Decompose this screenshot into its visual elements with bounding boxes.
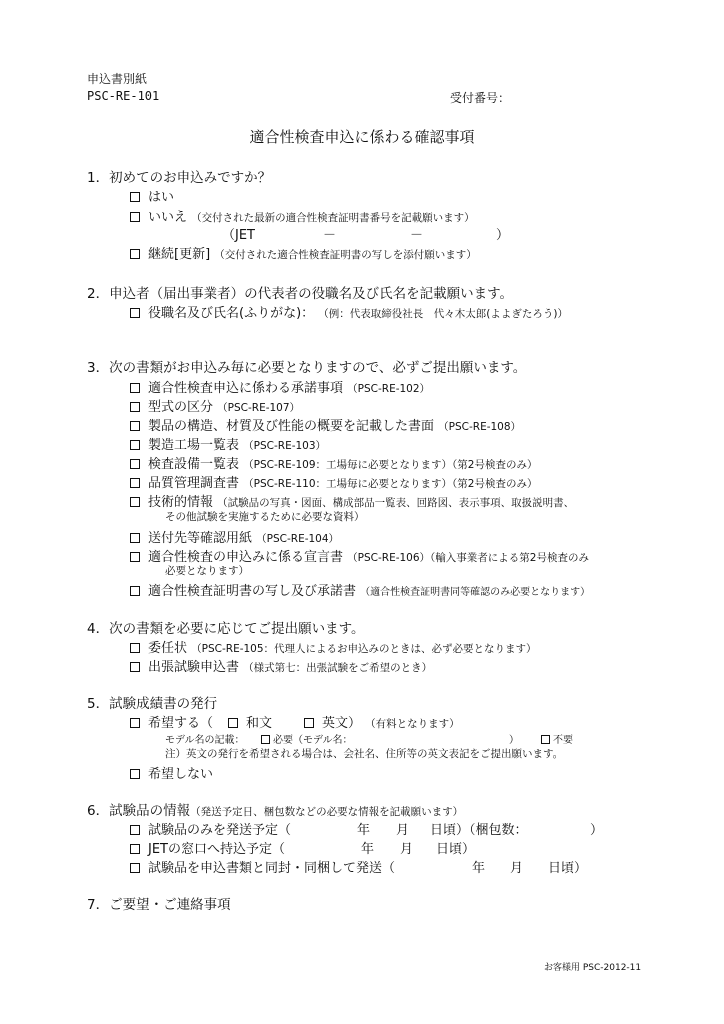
checkbox-icon[interactable]	[130, 533, 140, 543]
doc-item[interactable]: 送付先等確認用紙 （PSC-RE-104）	[130, 527, 339, 546]
section-3-heading: 3．次の書類がお申込み毎に必要となりますので、必ずご提出願います。	[87, 360, 527, 376]
model-close: ）	[509, 735, 519, 746]
checkbox-icon[interactable]	[130, 212, 140, 222]
section-4-heading: 4．次の書類を必要に応じてご提出願います。	[87, 621, 365, 637]
ship-month: 月	[396, 823, 410, 838]
option-renew[interactable]: 継続[更新] （交付された適合性検査証明書の写しを添付願います）	[130, 243, 477, 262]
jet-number-open: （JET	[222, 228, 255, 243]
checkbox-icon[interactable]	[130, 249, 140, 259]
receipt-number-label: 受付番号：	[450, 91, 511, 105]
report-want-item[interactable]: 希望する（	[130, 712, 213, 731]
checkbox-icon[interactable]	[541, 735, 550, 744]
checkbox-icon[interactable]	[130, 769, 140, 779]
section-6-heading: 6．試験品の情報（発送予定日、梱包数などの必要な情報を記載願います）	[87, 803, 464, 819]
representative-name-item[interactable]: 役職名及び氏名(ふりがな)： （例：代表取締役社長 代々木太郎(よよぎたろう)）	[130, 302, 568, 321]
section-1-heading: 1．初めてのお申込みですか？	[87, 170, 272, 186]
checkbox-icon[interactable]	[130, 421, 140, 431]
checkbox-icon[interactable]	[130, 844, 140, 854]
ship-year: 年	[357, 823, 371, 838]
checkbox-icon[interactable]	[130, 662, 140, 672]
model-required-option[interactable]: 必要（モデル名：	[261, 731, 353, 746]
checkbox-icon[interactable]	[130, 478, 140, 488]
checkbox-icon[interactable]	[130, 192, 140, 202]
checkbox-icon[interactable]	[130, 586, 140, 596]
doc-item[interactable]: 製造工場一覧表 （PSC-RE-103）	[130, 434, 326, 453]
doc-item[interactable]: 検査設備一覧表 （PSC-RE-109：工場毎に必要となります）（第2号検査のみ）	[130, 453, 537, 472]
jet-number-close: ）	[496, 228, 510, 243]
ship-close: ）	[590, 823, 604, 838]
checkbox-icon[interactable]	[130, 863, 140, 873]
footer-code: お客様用 PSC-2012-11	[544, 963, 642, 973]
jet-number-dash-1: －	[323, 228, 337, 243]
doc-item[interactable]: 製品の構造、材質及び性能の概要を記載した書面 （PSC-RE-108）	[130, 415, 521, 434]
checkbox-icon[interactable]	[130, 497, 140, 507]
checkbox-icon[interactable]	[130, 718, 140, 728]
together-day: 日頃）	[548, 861, 588, 876]
checkbox-icon[interactable]	[130, 825, 140, 835]
checkbox-icon[interactable]	[130, 308, 140, 318]
doc-item-note-continued: その他試験を実施するために必要な資料）	[165, 511, 365, 523]
page-title: 適合性検査申込に係わる確認事項	[249, 128, 475, 146]
option-no[interactable]: いいえ （交付された最新の適合性検査証明書番号を記載願います）	[130, 206, 475, 225]
doc-item[interactable]: 技術的情報 （試験品の写真・図面、構成部品一覧表、回路図、表示事項、取扱説明書、	[130, 491, 574, 510]
checkbox-icon[interactable]	[130, 459, 140, 469]
report-japanese-option[interactable]: 和文	[228, 712, 272, 731]
checkbox-icon[interactable]	[130, 383, 140, 393]
doc-item[interactable]: 品質管理調査書 （PSC-RE-110：工場毎に必要となります）（第2号検査のみ）	[130, 472, 537, 491]
checkbox-icon[interactable]	[130, 440, 140, 450]
checkbox-icon[interactable]	[130, 552, 140, 562]
ship-day-and-packages: 日頃）（梱包数：	[430, 823, 528, 838]
model-not-required-option[interactable]: 不要	[541, 731, 573, 746]
doc-item[interactable]: 適合性検査の申込みに係る宣言書 （PSC-RE-106）（輸入事業者による第2号検査のみ	[130, 546, 589, 565]
bring-year: 年	[361, 842, 375, 857]
together-month: 月	[510, 861, 524, 876]
checkbox-icon[interactable]	[130, 402, 140, 412]
optional-doc-item[interactable]: 委任状 （PSC-RE-105：代理人によるお申込みのときは、必ず必要となります）	[130, 637, 537, 656]
checkbox-icon[interactable]	[304, 718, 314, 728]
section-7-heading: 7．ご要望・ご連絡事項	[87, 897, 231, 913]
doc-label: 申込書別紙	[87, 72, 148, 86]
jet-number-dash-2: －	[410, 228, 424, 243]
together-year: 年	[472, 861, 486, 876]
section-5-heading: 5．試験成績書の発行	[87, 696, 218, 712]
model-name-label: モデル名の記載：	[165, 735, 245, 746]
doc-item[interactable]: 型式の区分 （PSC-RE-107）	[130, 396, 300, 415]
english-report-note: 注）英文の発行を希望される場合は、会社名、住所等の英文表記をご提出願います。	[165, 748, 564, 760]
bring-day: 日頃）	[436, 842, 476, 857]
checkbox-icon[interactable]	[228, 718, 238, 728]
optional-doc-item[interactable]: 出張試験申込書 （様式第七：出張試験をご希望のとき）	[130, 656, 432, 675]
ship-only-item[interactable]: 試験品のみを発送予定（	[130, 819, 291, 838]
doc-code: PSC-RE-101	[87, 89, 160, 103]
doc-item[interactable]: 適合性検査証明書の写し及び承諾書 （適合性検査証明書同等確認のみ必要となります）	[130, 580, 590, 599]
doc-item-note-continued: 必要となります）	[165, 565, 249, 577]
report-no-want-item[interactable]: 希望しない	[130, 763, 213, 782]
section-2-heading: 2．申込者（届出事業者）の代表者の役職名及び氏名を記載願います。	[87, 286, 514, 302]
bring-in-item[interactable]: JETの窓口へ持込予定（	[130, 838, 285, 857]
bring-month: 月	[400, 842, 414, 857]
option-yes[interactable]: はい	[130, 186, 174, 205]
ship-together-item[interactable]: 試験品を申込書類と同封・同梱して発送（	[130, 857, 395, 876]
doc-item[interactable]: 適合性検査申込に係わる承諾事項 （PSC-RE-102）	[130, 377, 430, 396]
report-english-option[interactable]: 英文） （有料となります）	[304, 712, 460, 731]
checkbox-icon[interactable]	[130, 643, 140, 653]
checkbox-icon[interactable]	[261, 735, 270, 744]
